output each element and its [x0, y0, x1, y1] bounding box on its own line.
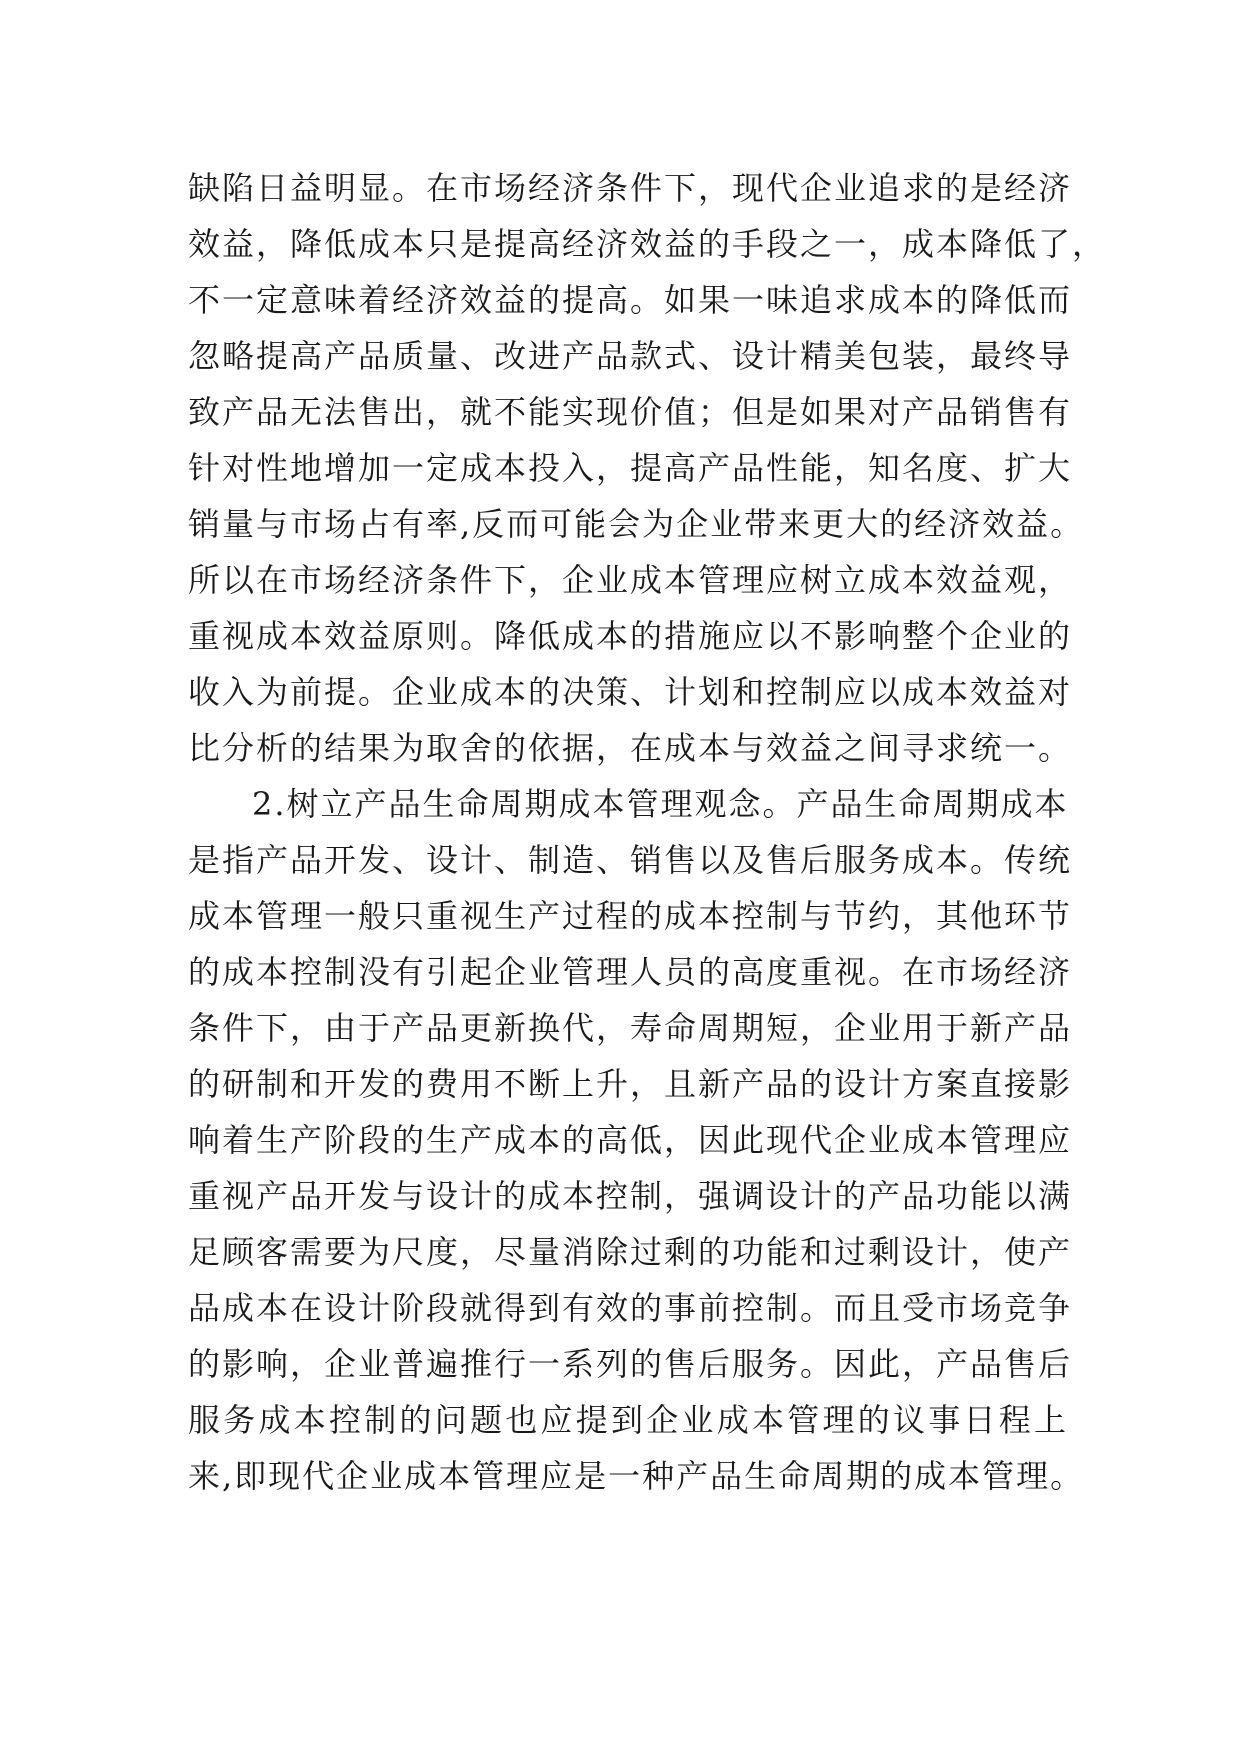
body-text	[188, 160, 1107, 1504]
paragraph-1-line-6: 针对性地增加一定成本投入，提高产品性能，知名度、扩大	[188, 449, 1073, 487]
paragraph-1-line-3: 不一定意味着经济效益的提高。如果一味追求成本的降低而	[188, 281, 1073, 319]
paragraph-1-line-7: 销量与市场占有率,反而可能会为企业带来更大的经济效益。	[188, 505, 1085, 543]
paragraph-2-line-2: 是指产品开发、设计、制造、销售以及售后服务成本。传统	[188, 841, 1073, 879]
paragraph-1-line-5: 致产品无法售出，就不能实现价值；但是如果对产品销售有	[188, 393, 1073, 431]
paragraph-1-line-10: 收入为前提。企业成本的决策、计划和控制应以成本效益对	[188, 673, 1073, 711]
paragraph-1-line-1: 缺陷日益明显。在市场经济条件下，现代企业追求的是经济	[188, 169, 1073, 207]
paragraph-2-line-8: 重视产品开发与设计的成本控制，强调设计的产品功能以满	[188, 1177, 1073, 1215]
paragraph-1-line-4: 忽略提高产品质量、改进产品款式、设计精美包装，最终导	[188, 337, 1073, 375]
paragraph-2-line-6: 的研制和开发的费用不断上升，且新产品的设计方案直接影	[188, 1065, 1073, 1103]
paragraph-1-line-8: 所以在市场经济条件下，企业成本管理应树立成本效益观，	[188, 561, 1073, 599]
paragraph-2-line-7: 响着生产阶段的生产成本的高低，因此现代企业成本管理应	[188, 1121, 1073, 1159]
paragraph-2-line-9: 足顾客需要为尺度，尽量消除过剩的功能和过剩设计，使产	[188, 1233, 1073, 1271]
paragraph-2-line-12: 服务成本控制的问题也应提到企业成本管理的议事日程上	[188, 1401, 1068, 1439]
paragraph-2-line-5: 条件下，由于产品更新换代，寿命周期短，企业用于新产品	[188, 1009, 1073, 1047]
paragraph-2-line-3: 成本管理一般只重视生产过程的成本控制与节约，其他环节	[188, 897, 1073, 935]
paragraph-2-line-1: 2.树立产品生命周期成本管理观念。产品生命周期成本	[252, 785, 1069, 823]
paragraph-1-line-11: 比分析的结果为取舍的依据，在成本与效益之间寻求统一。	[188, 729, 1073, 767]
paragraph-2-line-4: 的成本控制没有引起企业管理人员的高度重视。在市场经济	[188, 953, 1073, 991]
paragraph-1-line-9: 重视成本效益原则。降低成本的措施应以不影响整个企业的	[188, 617, 1073, 655]
paragraph-1-line-2: 效益，降低成本只是提高经济效益的手段之一，成本降低了，	[188, 225, 1107, 263]
paragraph-2-line-10: 品成本在设计阶段就得到有效的事前控制。而且受市场竞争	[188, 1289, 1073, 1327]
paragraph-2-line-11: 的影响，企业普遍推行一系列的售后服务。因此，产品售后	[188, 1345, 1073, 1383]
paragraph-2-line-13: 来,即现代企业成本管理应是一种产品生命周期的成本管理。	[188, 1457, 1085, 1495]
